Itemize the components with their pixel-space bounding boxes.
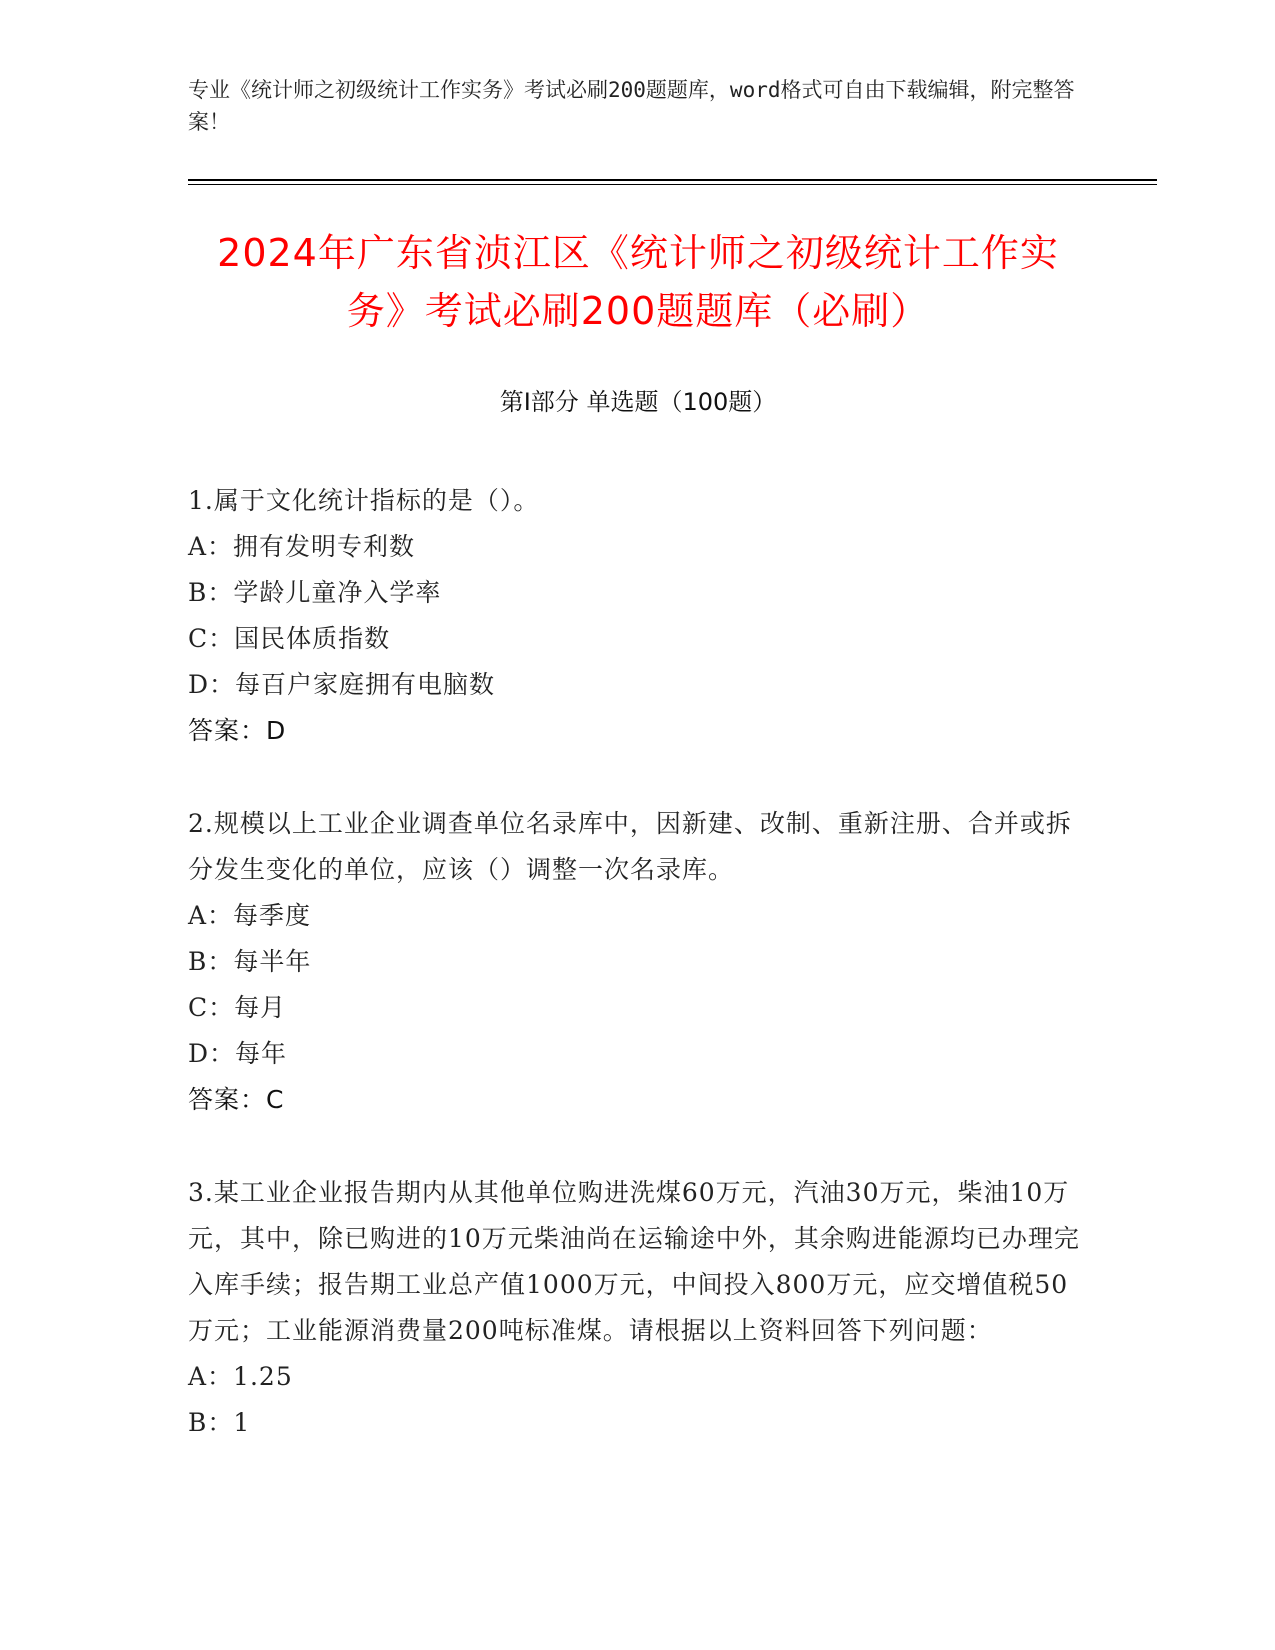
question-stem: 1.属于文化统计指标的是（）。	[188, 486, 540, 515]
answer: 答案：C	[188, 1085, 285, 1114]
option-d: D：每年	[188, 1039, 288, 1068]
question-stem: 2.规模以上工业企业调查单位名录库中，因新建、改制、重新注册、合并或拆分发生变化的单位，应该（）调整一次名录库。	[188, 809, 1072, 884]
option-a: A：1.25	[188, 1362, 293, 1391]
question-stem: 3.某工业企业报告期内从其他单位购进洗煤60万元，汽油30万元，柴油10万元，其中，除已购进的10万元柴油尚在运输途中外，其余购进能源均已办理完入库手续；报告期工业总产值1000万元，中间投入800万元，应交增值税50万元；工业能源消费量200吨标准煤。请根据以上资料回答下列问题：	[188, 1178, 1080, 1345]
option-d: D：每百户家庭拥有电脑数	[188, 670, 496, 699]
option-b: B：学龄儿童净入学率	[188, 578, 442, 607]
option-c: C：每月	[188, 993, 287, 1022]
option-a: A：每季度	[188, 901, 312, 930]
option-b: B：每半年	[188, 947, 312, 976]
option-c: C：国民体质指数	[188, 624, 391, 653]
document-title: 2024年广东省浈江区《统计师之初级统计工作实务》考试必刷200题题库（必刷）	[217, 231, 1059, 333]
header-divider-thick	[188, 179, 1157, 181]
header-divider-thin	[188, 184, 1157, 185]
question-3	[188, 1170, 1088, 1446]
answer: 答案：D	[188, 716, 287, 745]
section-title: 第Ⅰ部分 单选题（100题）	[499, 388, 777, 416]
header-note: 专业《统计师之初级统计工作实务》考试必刷200题题库，word格式可自由下载编辑，附完整答案！	[188, 78, 1075, 134]
question-2	[188, 801, 1088, 1123]
question-1	[188, 478, 1088, 754]
option-a: A：拥有发明专利数	[188, 532, 416, 561]
option-b: B：1	[188, 1408, 251, 1437]
